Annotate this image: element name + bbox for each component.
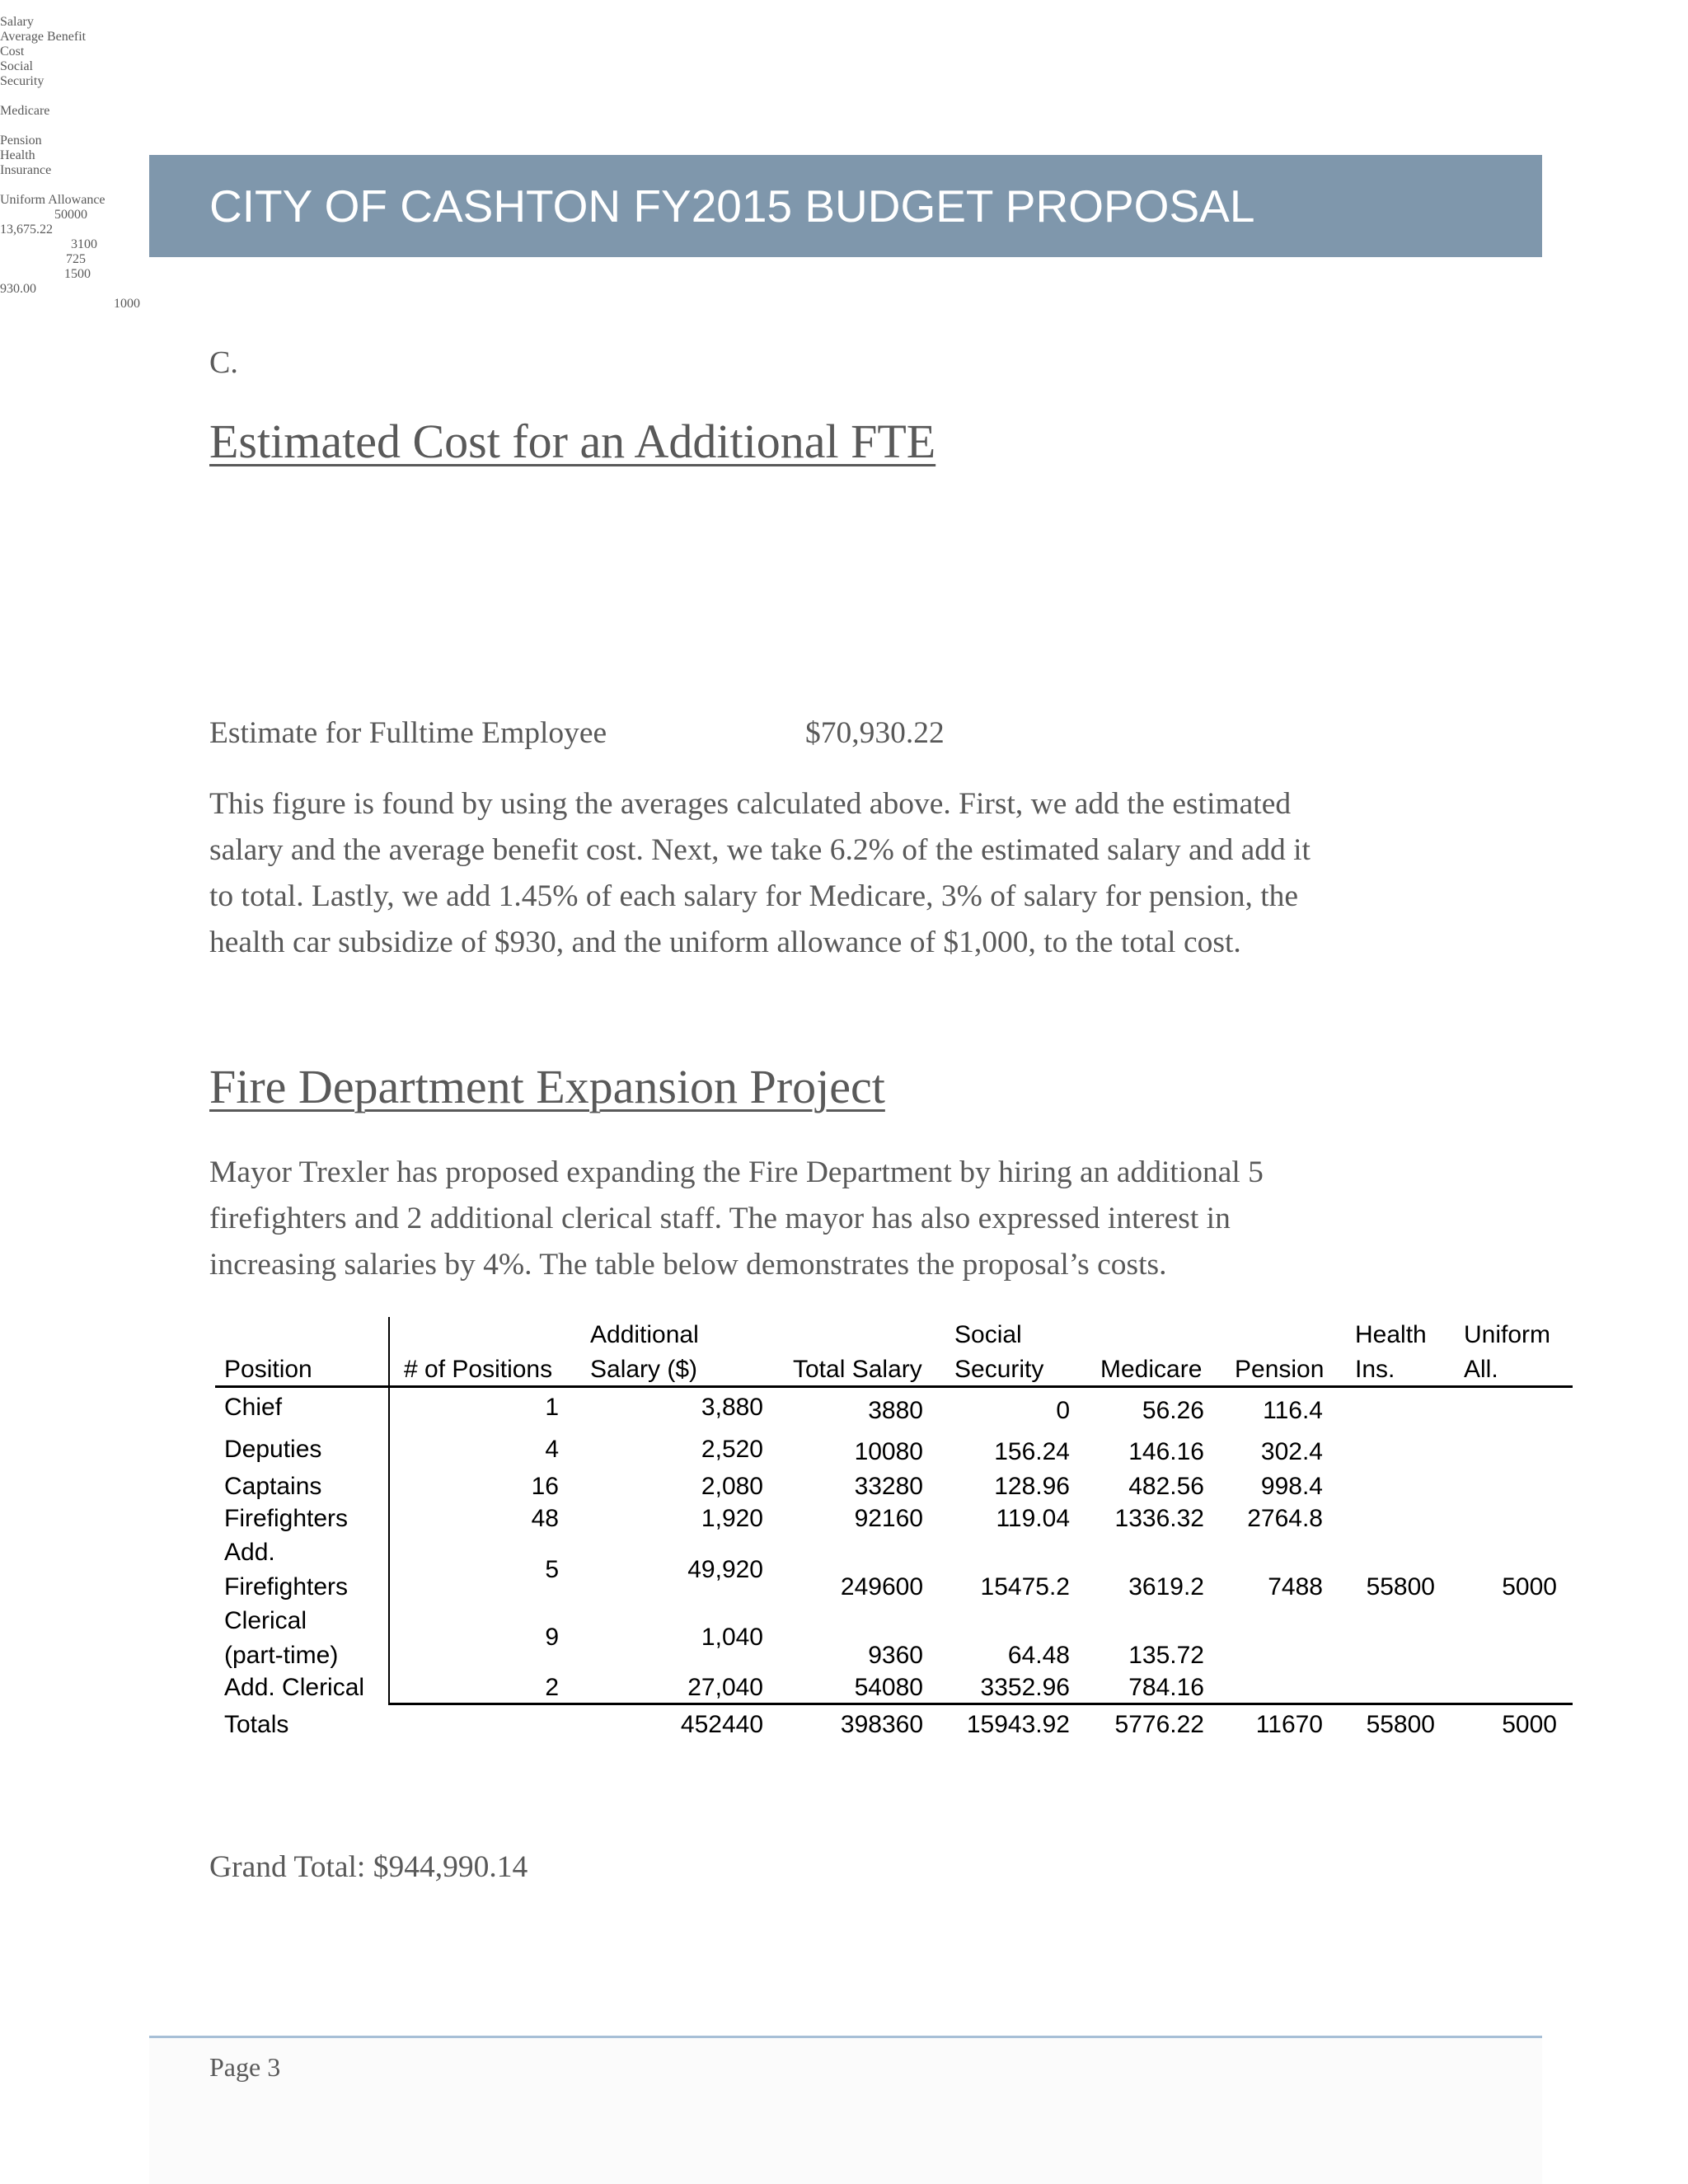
expansion-heading: Fire Department Expansion Project [209,1060,885,1113]
totals-label: Totals [224,1711,289,1738]
fte-header-pension: Pension [0,134,42,148]
header-total-salary: Total Salary [793,1356,922,1383]
fte-value-pension: 1500 [64,267,91,281]
header-social-security-1: Social [954,1321,1022,1348]
footer-divider [149,2036,1542,2038]
row-deputies-num: 4 [545,1436,559,1463]
row-add-clerical-medicare: 784.16 [1128,1674,1204,1701]
row-clerical-medicare: 135.72 [1128,1642,1204,1669]
row-add-firefighters-num: 5 [545,1556,559,1583]
totals-add-salary: 452440 [680,1711,763,1738]
fte-header-medicare: Medicare [0,104,50,118]
document-title: CITY OF CASHTON FY2015 BUDGET PROPOSAL [209,180,1255,232]
fte-value-avg-benefit: 13,675.22 [0,223,53,237]
totals-uniform: 5000 [1502,1711,1557,1738]
row-clerical-add-salary: 1,040 [701,1624,763,1651]
totals-total: 398360 [840,1711,923,1738]
row-add-firefighters-ss: 15475.2 [980,1573,1070,1601]
row-add-clerical-position: Add. Clerical [224,1674,365,1701]
fte-value-health: 930.00 [0,282,36,296]
row-firefighters-total: 92160 [854,1505,923,1532]
row-captains-pension: 998.4 [1260,1473,1323,1500]
row-firefighters-pension: 2764.8 [1247,1505,1323,1532]
row-deputies-medicare: 146.16 [1128,1438,1204,1465]
row-deputies-pension: 302.4 [1260,1438,1323,1465]
row-add-firefighters-total: 249600 [840,1573,923,1601]
estimate-label: Estimate for Fulltime Employee [209,716,607,750]
row-firefighters-num: 48 [531,1505,559,1532]
row-add-clerical-add-salary: 27,040 [687,1674,763,1701]
fte-explanation-line: to total. Lastly, we add 1.45% of each salary for Medicare, 3% of salary for pension, the [209,879,1299,913]
row-chief-ss: 0 [1056,1397,1070,1424]
row-add-firefighters-medicare: 3619.2 [1128,1573,1204,1601]
header-health-1: Health [1355,1321,1427,1348]
row-deputies-add-salary: 2,520 [701,1436,763,1463]
fte-explanation-line: health car subsidize of $930, and the uniform allowance of $1,000, to the total cost. [209,926,1241,959]
footer-area [149,2038,1542,2184]
fte-header-health: Health Insurance [0,148,52,177]
row-chief-total: 3880 [868,1397,923,1424]
row-firefighters-ss: 119.04 [996,1505,1070,1532]
row-clerical-ss: 64.48 [1007,1642,1070,1669]
fte-explanation-line: salary and the average benefit cost. Next, we take 6.2% of the estimated salary and add it [209,833,1311,867]
row-clerical-num: 9 [545,1624,559,1651]
row-firefighters-position: Firefighters [224,1505,349,1532]
fte-value-salary: 50000 [54,208,87,222]
fte-header-salary: Salary [0,15,34,29]
row-add-firefighters-pension: 7488 [1268,1573,1323,1601]
row-chief-position: Chief [224,1394,283,1421]
row-chief-medicare: 56.26 [1142,1397,1204,1424]
row-clerical-total: 9360 [868,1642,923,1669]
section-letter: C. [209,345,238,380]
row-captains-total: 33280 [854,1473,923,1500]
row-add-clerical-total: 54080 [854,1674,923,1701]
expansion-description-line: firefighters and 2 additional clerical staff. The mayor has also expressed interest in [209,1202,1231,1235]
totals-ss: 15943.92 [966,1711,1070,1738]
fte-header-avg-benefit: Average Benefit Cost [0,30,87,59]
fte-explanation [209,781,1479,966]
row-add-firefighters-position-1: Add. [224,1539,275,1566]
totals-health: 55800 [1366,1711,1435,1738]
header-additional-salary-2: Salary ($) [590,1356,698,1383]
row-add-firefighters-health: 55800 [1366,1573,1435,1601]
row-deputies-total: 10080 [854,1438,923,1465]
row-firefighters-medicare: 1336.32 [1114,1505,1204,1532]
fte-explanation-line: This figure is found by using the averages calculated above. First, we add the estimated [209,787,1292,821]
estimate-value: $70,930.22 [805,716,945,750]
expansion-description-line: increasing salaries by 4%. The table below demonstrates the proposal’s costs. [209,1248,1167,1282]
fte-value-social-security: 3100 [71,237,97,251]
table-vertical-rule [388,1317,390,1704]
fte-value-medicare: 725 [66,252,86,266]
expansion-description-line: Mayor Trexler has proposed expanding the Fire Department by hiring an additional 5 [209,1155,1264,1189]
row-add-clerical-num: 2 [545,1674,559,1701]
fte-header-uniform: Uniform Allowance [0,193,106,207]
header-additional-salary-1: Additional [590,1321,699,1348]
header-health-2: Ins. [1355,1356,1395,1383]
totals-medicare: 5776.22 [1114,1711,1204,1738]
row-captains-add-salary: 2,080 [701,1473,763,1500]
page-number: Page 3 [209,2052,281,2082]
row-chief-num: 1 [545,1394,559,1421]
fte-header-social-security: Social Security [0,59,45,88]
row-captains-medicare: 482.56 [1128,1473,1204,1500]
header-medicare: Medicare [1100,1356,1203,1383]
header-social-security-2: Security [954,1356,1044,1383]
expansion-description [209,1150,1479,1288]
row-clerical-position-1: Clerical [224,1607,307,1634]
row-captains-ss: 128.96 [994,1473,1070,1500]
row-deputies-position: Deputies [224,1436,322,1463]
row-chief-pension: 116.4 [1263,1397,1323,1424]
header-pension: Pension [1235,1356,1325,1383]
row-add-clerical-ss: 3352.96 [980,1674,1070,1701]
row-add-firefighters-position-2: Firefighters [224,1573,349,1601]
row-chief-add-salary: 3,880 [701,1394,763,1421]
row-add-firefighters-uniform: 5000 [1502,1573,1557,1601]
row-add-firefighters-add-salary: 49,920 [687,1556,763,1583]
header-uniform-2: All. [1464,1356,1498,1383]
grand-total: Grand Total: $944,990.14 [209,1850,528,1884]
document-title-banner [149,155,1542,257]
row-clerical-position-2: (part-time) [224,1642,339,1669]
fte-value-uniform: 1000 [114,297,140,311]
header-position: Position [224,1356,312,1383]
row-captains-position: Captains [224,1473,322,1500]
totals-pension: 11670 [1255,1711,1323,1738]
header-uniform-1: Uniform [1464,1321,1551,1348]
fte-heading: Estimated Cost for an Additional FTE [209,415,936,468]
header-num-positions: # of Positions [404,1356,553,1383]
row-deputies-ss: 156.24 [994,1438,1070,1465]
row-captains-num: 16 [531,1473,559,1500]
row-firefighters-add-salary: 1,920 [701,1505,763,1532]
